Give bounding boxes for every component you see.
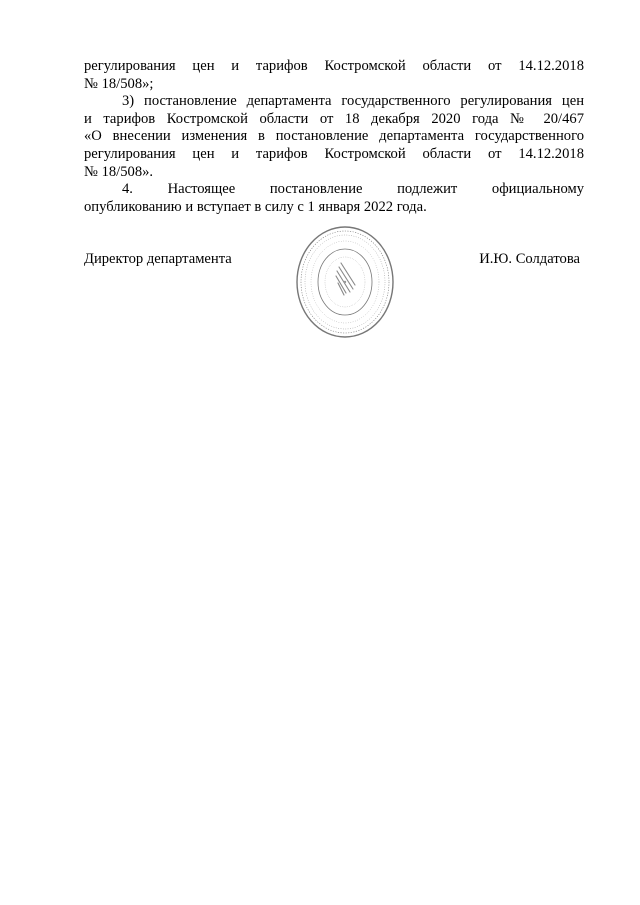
paragraph-line: и тарифов Костромской области от 18 декабря 2020 года № 20/467 xyxy=(84,110,584,127)
signatory-name: И.Ю. Солдатова xyxy=(479,251,580,267)
paragraph-line: 4. Настоящее постановление подлежит официальному xyxy=(122,181,584,198)
paragraph-line: регулирования цен и тарифов Костромской области от 14.12.2018 xyxy=(84,145,584,162)
paragraph-line: № 18/508»; xyxy=(84,75,154,92)
paragraph-line: опубликованию и вступает в силу с 1 января 2022 года. xyxy=(84,198,427,215)
paragraph-continuation xyxy=(84,58,584,93)
paragraph-line: 3) постановление департамента государственного регулирования цен xyxy=(122,93,584,110)
paragraph-line: № 18/508». xyxy=(84,163,154,180)
document-body xyxy=(84,58,584,216)
paragraph-item-4 xyxy=(84,181,584,216)
paragraph-line: «О внесении изменения в постановление департамента государственного xyxy=(84,128,584,145)
paragraph-item-3 xyxy=(84,93,584,181)
signatory-title: Директор департамента xyxy=(84,251,232,267)
paragraph-line: регулирования цен и тарифов Костромской области от 14.12.2018 xyxy=(84,58,584,74)
official-seal-icon xyxy=(295,225,395,339)
